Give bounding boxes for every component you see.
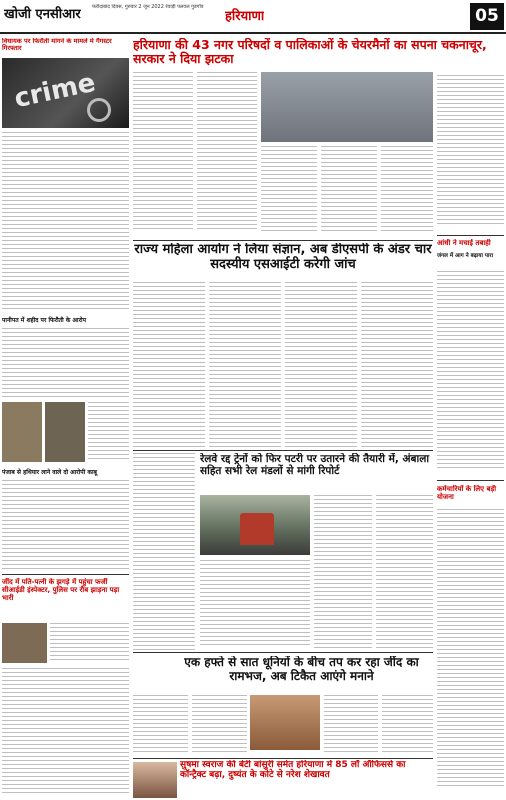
left-story2-headline: जींद में पति-पत्नी के झगड़े में पहुंचा फर्जी सीआईडी इंस्पेक्टर, पुलिस पर रौब झाड़ना पड़ा भारी (2, 578, 120, 603)
left-body-text-2 (2, 328, 129, 398)
railway-top-rule (133, 450, 433, 451)
right-story1-headline: आंधी ने मचाई तबाही (437, 239, 491, 247)
ramrhaj-photo (250, 695, 320, 750)
right-body-text-3 (437, 509, 504, 789)
right-column (437, 75, 504, 795)
left-body-text-5 (50, 623, 129, 663)
left-body-text-1 (2, 132, 129, 312)
section-title: हरियाणा (225, 9, 265, 24)
left-subhead-2: पंजाब से हथियार लाने वाले दो आरोपी काबू (2, 469, 97, 476)
train-photo (200, 495, 310, 555)
lead-body-col-1 (133, 72, 193, 232)
crime-image (2, 58, 129, 128)
left-body-text-6 (2, 668, 129, 793)
left-column (2, 38, 129, 798)
newspaper-logo: खोजी एनसीआर (4, 7, 81, 22)
commission-body-4 (361, 282, 433, 447)
lead-body-col-4 (321, 146, 377, 232)
train-engine-shape (240, 513, 274, 545)
masthead (0, 0, 506, 34)
right-body-text-1 (437, 75, 504, 225)
crime-image-word: crime (11, 67, 99, 115)
commission-body-2 (209, 282, 281, 447)
commission-body-3 (285, 282, 357, 447)
railway-left-body (133, 453, 195, 653)
sushma-top-rule (133, 758, 433, 759)
jind-body-1 (133, 695, 188, 755)
railway-body-2 (314, 495, 372, 650)
right-story1-sub: जंगल में आग ने बढ़ाया पारा (437, 253, 494, 259)
left-body-text-3 (88, 402, 129, 462)
jind-body-4 (382, 695, 433, 755)
commission-body-1 (133, 282, 205, 447)
sushma-headline: सुषमा स्वराज की बेटी बांसुरी समेत हरियाणा में 85 लॉ ऑफिसर्स का कॉन्ट्रैक्ट बढ़ा, दुष्यंत के कोटे से नरेश शेखावत (180, 760, 406, 781)
right-body-text-2 (437, 271, 504, 471)
lead-headline: हरियाणा की 43 नगर परिषदों व पालिकाओं के चेयरमैनों का सपना चकनाचूर, सरकार ने दिया झटका (133, 38, 487, 67)
jind-body-2 (192, 695, 247, 755)
police-photo-1 (2, 402, 42, 462)
right-story2-headline: कर्मचारियों के लिए बड़ी योजना (437, 485, 497, 502)
commission-top-rule (133, 240, 433, 241)
cid-inspector-photo (2, 623, 47, 663)
bansuri-photo (133, 762, 177, 798)
police-photos (2, 402, 129, 462)
railway-body-3 (376, 495, 433, 650)
right-divider-2 (437, 480, 504, 481)
railway-headline: रेलवे रद्द ट्रेनों को फिर पटरी पर उतारने की तैयारी में, अंबाला सहित सभी रेल मंडलों से मांगी रिपोर्ट (200, 453, 430, 478)
left-subhead-1: पानीपत में शहीद पर फिरौती के आरोप (2, 317, 86, 324)
handcuff-shape (87, 98, 111, 122)
right-divider-1 (437, 235, 504, 236)
jind-top-rule (133, 652, 433, 653)
left-headline: विधायक पर फिरौती मांगने के मामले में गैंगस्टर गिरफ्तार (2, 38, 112, 53)
municipal-building-photo (261, 72, 433, 142)
jind-body-3 (324, 695, 378, 755)
commission-headline: राज्य महिला आयोग ने लिया संज्ञान, अब डीएसपी के अंडर चार सदस्यीय एसआईटी करेगी जांच (134, 243, 432, 272)
lead-body-col-5 (381, 146, 433, 232)
lead-body-col-2 (197, 72, 257, 232)
dateline: फरीदाबाद दिवस, गुरुवार 2 जून 2022 रेवाड़ी पलवल गुडगाँव (92, 4, 204, 10)
lead-body-col-3 (261, 146, 317, 232)
railway-body-1 (200, 560, 310, 648)
left-body-text-4 (2, 480, 129, 570)
page-number: 05 (470, 3, 504, 30)
jind-headline: एक हफ्ते से सात धूनियों के बीच तप कर रहा जींद का रामभज, अब टिकैत आएंगे मनाने (184, 656, 419, 683)
left-divider (2, 574, 129, 575)
police-photo-2 (45, 402, 85, 462)
